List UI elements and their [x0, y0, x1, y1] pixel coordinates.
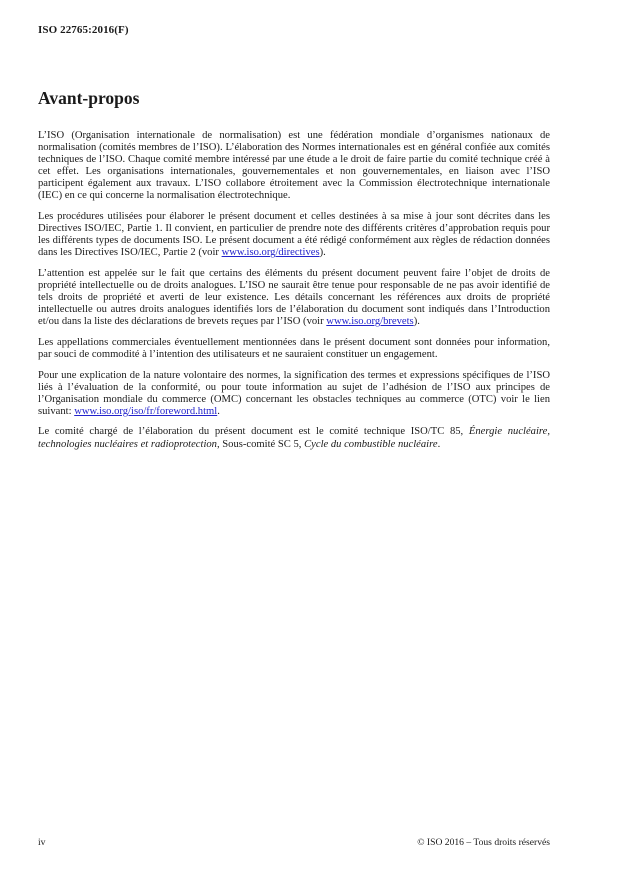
link-iso-foreword[interactable]: www.iso.org/iso/fr/foreword.html — [74, 405, 218, 417]
link-iso-directives[interactable]: www.iso.org/directives — [221, 247, 320, 259]
page-title: Avant-propos — [38, 88, 140, 108]
text-run: ). — [319, 247, 326, 259]
text-run: Pour une explication de la nature volontaire des normes, la signification des termes et expressions spécifiques de l’ISO liés à l’évaluation de la conformité, ou pour toute information au sujet de l’adhésion de l’ISO aux principes de l’Organisation mondiale du commerce (OMC) concernant les obstacles techniques au commerce (OTC) voir le lien suivant: — [38, 369, 550, 417]
paragraph — [38, 426, 550, 450]
italic-text-run: Cycle du combustible nucléaire — [304, 438, 438, 450]
paragraph — [38, 130, 550, 203]
paragraph — [38, 211, 550, 259]
text-run: . — [217, 405, 220, 417]
footer-copyright: © ISO 2016 – Tous droits réservés — [417, 837, 550, 848]
text-run: Les procédures utilisées pour élaborer le présent document et celles destinées à sa mise à jour sont décrites dans les Directives ISO/IEC, Partie 1. Il convient, en particulier de prendre note des différents critères d’approbation requis pour les différents types de documents ISO. Le présent document a été rédigé conformément aux règles de rédaction données dans les Directives ISO/IEC, Partie 2 (voir — [38, 211, 550, 259]
paragraph — [38, 337, 550, 361]
text-run: L’attention est appelée sur le fait que certains des éléments du présent document peuvent faire l’objet de droits de propriété intellectuelle ou de droits analogues. L’ISO ne saurait être tenue pour responsable de ne pas avoir identifié de tels droits de propriété et averti de leur existence. Les détails concernant les références aux droits de propriété intellectuelle ou autres droits analogues identifiés lors de l’élaboration du document sont indiqués dans l’Introduction et/ou dans la liste des déclarations de brevets reçues par l’ISO (voir — [38, 267, 550, 328]
paragraph — [38, 268, 550, 328]
footer-page-number: iv — [38, 837, 46, 848]
text-run: Le comité chargé de l’élaboration du présent document est le comité technique ISO/TC 85, — [38, 426, 469, 438]
text-run: . — [437, 438, 441, 450]
italic-text-run: Énergie nucléaire, technologies nucléaires et radioprotection — [38, 426, 550, 450]
text-run: , Sous-comité SC 5, — [216, 438, 305, 450]
doc-reference: ISO 22765:2016(F) — [38, 24, 129, 36]
paragraph — [38, 370, 550, 418]
page-footer — [38, 837, 550, 848]
text-run: L’ISO (Organisation internationale de normalisation) est une fédération mondiale d’organismes nationaux de normalisation (comités membres de l’ISO). L’élaboration des Normes internationales est en général confiée aux comités techniques de l’ISO. Chaque comité membre intéressé par une étude a le droit de faire partie du comité technique créé à cet effet. Les organisations internationales, gouvernementales et non gouvernementales, en liaison avec l’ISO participent également aux travaux. L’ISO collabore étroitement avec la Commission électrotechnique internationale (IEC) en ce qui concerne la normalisation électrotechnique. — [38, 130, 550, 202]
text-run: ). — [413, 316, 420, 328]
link-iso-brevets[interactable]: www.iso.org/brevets — [326, 316, 414, 328]
body-paragraphs — [38, 130, 550, 451]
text-run: Les appellations commerciales éventuellement mentionnées dans le présent document sont données pour information, par souci de commodité à l’intention des utilisateurs et ne sauraient constituer un engagement. — [38, 336, 550, 360]
